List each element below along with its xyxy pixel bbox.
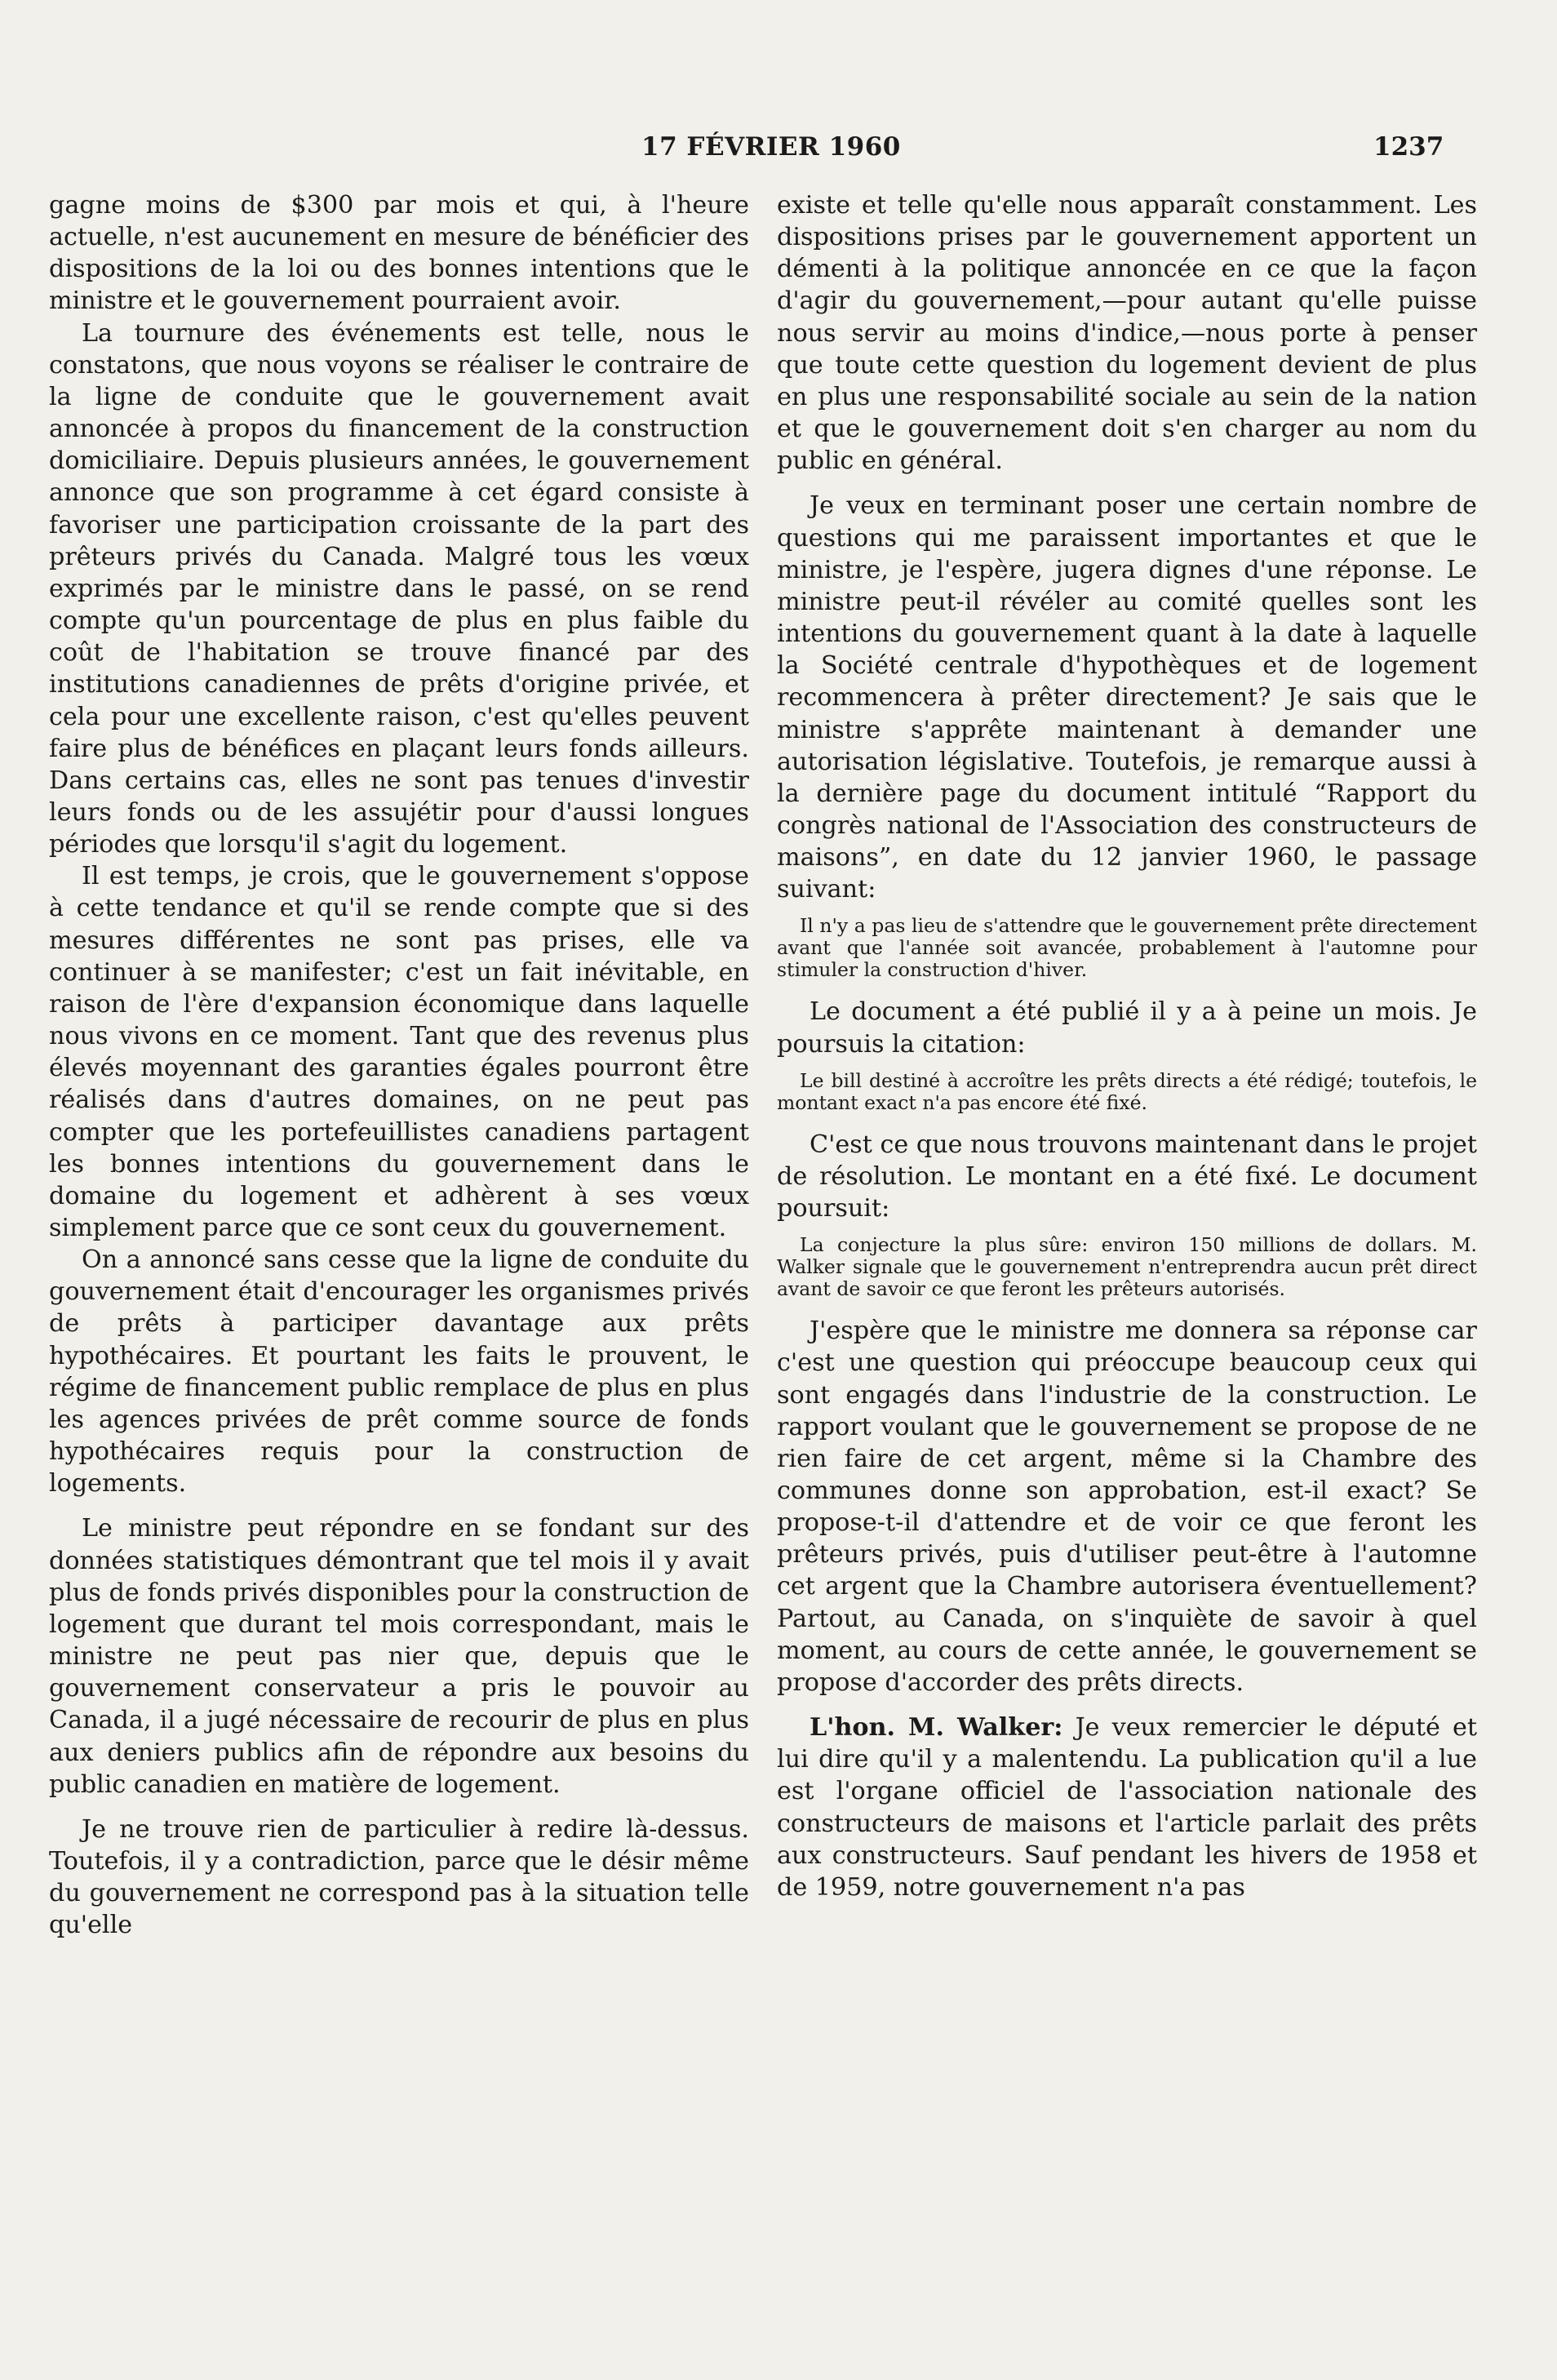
left-column <box>49 189 749 1941</box>
page-number: 1237 <box>1373 132 1444 162</box>
paragraph: On a annoncé sans cesse que la ligne de conduite du gouvernement était d'encourager les organismes privés de prêts à participer davantage aux prêts hypothécaires. Et pourtant les faits le prouvent, le régime de financement public remplace de plus en plus les agences privées de prêt comme source de fonds hypothécaires requis pour la construction de logements. <box>49 1246 749 1499</box>
page-header <box>0 132 1557 173</box>
header-date: 17 FÉVRIER 1960 <box>641 132 901 162</box>
block-quote: Le bill destiné à accroître les prêts directs a été rédigé; toutefois, le montant exact n'a pas encore été fixé. <box>777 1068 1477 1114</box>
speaker-paragraph <box>777 1712 1477 1903</box>
block-quote: La conjecture la plus sûre: environ 150 millions de dollars. M. Walker signale que le gouvernement n'entreprendra aucun prêt direct avant de savoir ce que feront les prêteurs autorisés. <box>777 1233 1477 1301</box>
paragraph: C'est ce que nous trouvons maintenant dans le projet de résolution. Le montant en a été fixé. Le document poursuit: <box>777 1130 1477 1223</box>
paragraph: Je ne trouve rien de particulier à redire là-dessus. Toutefois, il y a contradiction, parce que le désir même du gouvernement ne correspond pas à la situation telle qu'elle <box>49 1814 749 1940</box>
paragraph: J'espère que le ministre me donnera sa réponse car c'est une question qui préoccupe beaucoup ceux qui sont engagés dans l'industrie de la construction. Le rapport voulant que le gouvernement se propose de ne rien faire de cet argent, même si la Chambre des communes donne son approbation, est-il exact? Se propose-t-il d'attendre et de voir ce que feront les prêteurs privés, puis d'utiliser peut-être à l'automne cet argent que la Chambre autorisera éventuellement? Partout, au Canada, on s'inquiète de savoir à quel moment, au cours de cette année, le gouvernement se propose d'accorder des prêts directs. <box>777 1317 1477 1697</box>
paragraph: Le document a été publié il y a à peine un mois. Je poursuis la citation: <box>777 997 1477 1059</box>
paragraph: gagne moins de $300 par mois et qui, à l'heure actuelle, n'est aucunement en mesure de bénéficier des dispositions de la loi ou des bonnes intentions que le ministre et le gouvernement pourraient avoir. <box>49 191 749 316</box>
paragraph: Le ministre peut répondre en se fondant sur des données statistiques démontrant que tel mois il y avait plus de fonds privés disponibles pour la construction de logement que durant tel mois correspondant, mais le ministre ne peut pas nier que, depuis que le gouvernement conservateur a pris le pouvoir au Canada, il a jugé nécessaire de recourir de plus en plus aux deniers publics afin de répondre aux besoins du public canadien en matière de logement. <box>49 1514 749 1799</box>
speaker-name: L'hon. M. Walker: <box>810 1713 1063 1743</box>
paragraph: existe et telle qu'elle nous apparaît constamment. Les dispositions prises par le gouvernement apportent un démenti à la politique annoncée en ce que la façon d'agir du gouvernement,—pour autant qu'elle puisse nous servir au moins d'indice,—nous porte à penser que toute cette question du logement devient de plus en plus une responsabilité sociale au sein de la nation et que le gouvernement doit s'en charger au nom du public en général. <box>777 191 1477 476</box>
paragraph: Il est temps, je crois, que le gouvernement s'oppose à cette tendance et qu'il se rende compte que si des mesures différentes ne sont pas prises, elle va continuer à se manifester; c'est un fait inévitable, en raison de l'ère d'expansion économique dans laquelle nous vivons en ce moment. Tant que des revenus plus élevés moyennant des garanties égales pourront être réalisés dans d'autres domaines, on ne peut pas compter que les portefeuillistes canadiens partagent les bonnes intentions du gouvernement dans le domaine du logement et adhèrent à ses vœux simplement parce que ce sont ceux du gouvernement. <box>49 862 749 1242</box>
paragraph: Je veux en terminant poser une certain nombre de questions qui me paraissent importantes et que le ministre, je l'espère, jugera dignes d'une réponse. Le ministre peut-il révéler au comité quelles sont les intentions du gouvernement quant à la date à laquelle la Société centrale d'hypothèques et de logement recommencera à prêter directement? Je sais que le ministre s'apprête maintenant à demander une autorisation législative. Toutefois, je remarque aussi à la dernière page du document intitulé “Rapport du congrès national de l'Association des constructeurs de maisons”, en date du 12 janvier 1960, le passage suivant: <box>777 491 1477 904</box>
block-quote: Il n'y a pas lieu de s'attendre que le gouvernement prête directement avant que l'année soit avancée, probablement à l'automne pour stimuler la construction d'hiver. <box>777 914 1477 982</box>
speech-text: Je veux remercier le député et lui dire qu'il y a malentendu. La publication qu'il a lue est l'organe officiel de l'association nationale des constructeurs de maisons et l'article parlait des prêts aux constructeurs. Sauf pendant les hivers de 1958 et de 1959, notre gouvernement n'a pas <box>777 1713 1477 1902</box>
paragraph: La tournure des événements est telle, nous le constatons, que nous voyons se réaliser le contraire de la ligne de conduite que le gouvernement avait annoncée à propos du financement de la construction domiciliaire. Depuis plusieurs années, le gouvernement annonce que son programme à cet égard consiste à favoriser une participation croissante de la part des prêteurs privés du Canada. Malgré tous les vœux exprimés par le ministre dans le passé, on se rend compte qu'un pourcentage de plus en plus faible du coût de l'habitation se trouve financé par des institutions canadiennes de prêts d'origine privée, et cela pour une excellente raison, c'est qu'elles peuvent faire plus de bénéfices en plaçant leurs fonds ailleurs. Dans certains cas, elles ne sont pas tenues d'investir leurs fonds ou de les assujétir pour d'aussi longues périodes que lorsqu'il s'agit du logement. <box>49 318 749 859</box>
right-column <box>777 189 1477 1903</box>
